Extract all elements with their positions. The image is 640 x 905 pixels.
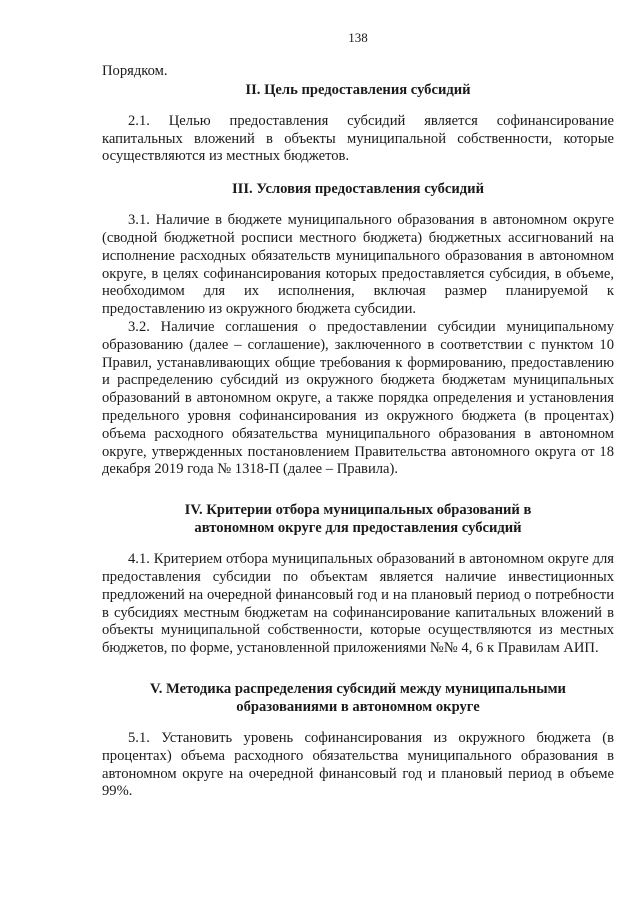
section-4-title-line2: автономном округе для предоставления субсидий [194, 520, 522, 537]
section-4-title-line1: IV. Критерии отбора муниципальных образований в [184, 502, 532, 519]
paragraph-3-1: 3.1. Наличие в бюджете муниципального образования в автономном округе (сводной бюджетной росписи местного бюджета) бюджетных ассигнований на исполнение расходных обязательств муниципального образования в автономном округе, в целях софинансирования которых предоставляется субсидия, в объеме, необходимом для их исполнения, включая размер планируемой к предоставлению из окружного бюджета субсидии. [102, 212, 614, 318]
section-5-title-line2: образованиями в автономном округе [236, 698, 480, 715]
section-5-title [102, 680, 614, 716]
paragraph-5-1: 5.1. Установить уровень софинансирования из окружного бюджета (в процентах) объема расходного обязательства муниципального образования в автономном округе на очередной финансовый год и плановый период в объеме 99%. [102, 729, 614, 800]
section-4-title [102, 501, 614, 537]
paragraph-4-1: 4.1. Критерием отбора муниципальных образований в автономном округе для предоставления субсидии по объектам является наличие инвестиционных предложений на очередной финансовый год и на плановый период о потребности в субсидиях местным бюджетам на софинансирование капитальных вложений в объекты муниципальной собственности, которые осуществляются из местных бюджетов, по форме, установленной приложениями №№ 4, 6 к Правилам АИП. [102, 551, 614, 657]
paragraph-2-1: 2.1. Целью предоставления субсидий является софинансирование капитальных вложений в объекты муниципальной собственности, которые осуществляются из местных бюджетов. [102, 112, 614, 165]
section-3-title: III. Условия предоставления субсидий [232, 181, 484, 198]
intro-line: Порядком. [102, 63, 168, 79]
section-5-title-line1: V. Методика распределения субсидий между муниципальными [150, 680, 566, 697]
document-page [102, 30, 614, 801]
paragraph-3-2: 3.2. Наличие соглашения о предоставлении субсидии муниципальному образованию (далее – соглашение), заключенного в соответствии с пунктом 10 Правил, устанавливающих общие требования к формированию, предоставлению и распределению субсидий из окружного бюджета бюджетам муниципальных образований в автономном округе, а также порядка определения и установления предельного уровня софинансирования из окружного бюджета (в процентах) объема расходного обязательства муниципального образования в автономном округе, утвержденных постановлением Правительства автономного округа от 18 декабря 2019 года № 1318-П (далее – Правила). [102, 318, 614, 478]
page-number: 138 [348, 30, 368, 45]
section-2-title: II. Цель предоставления субсидий [245, 81, 471, 98]
